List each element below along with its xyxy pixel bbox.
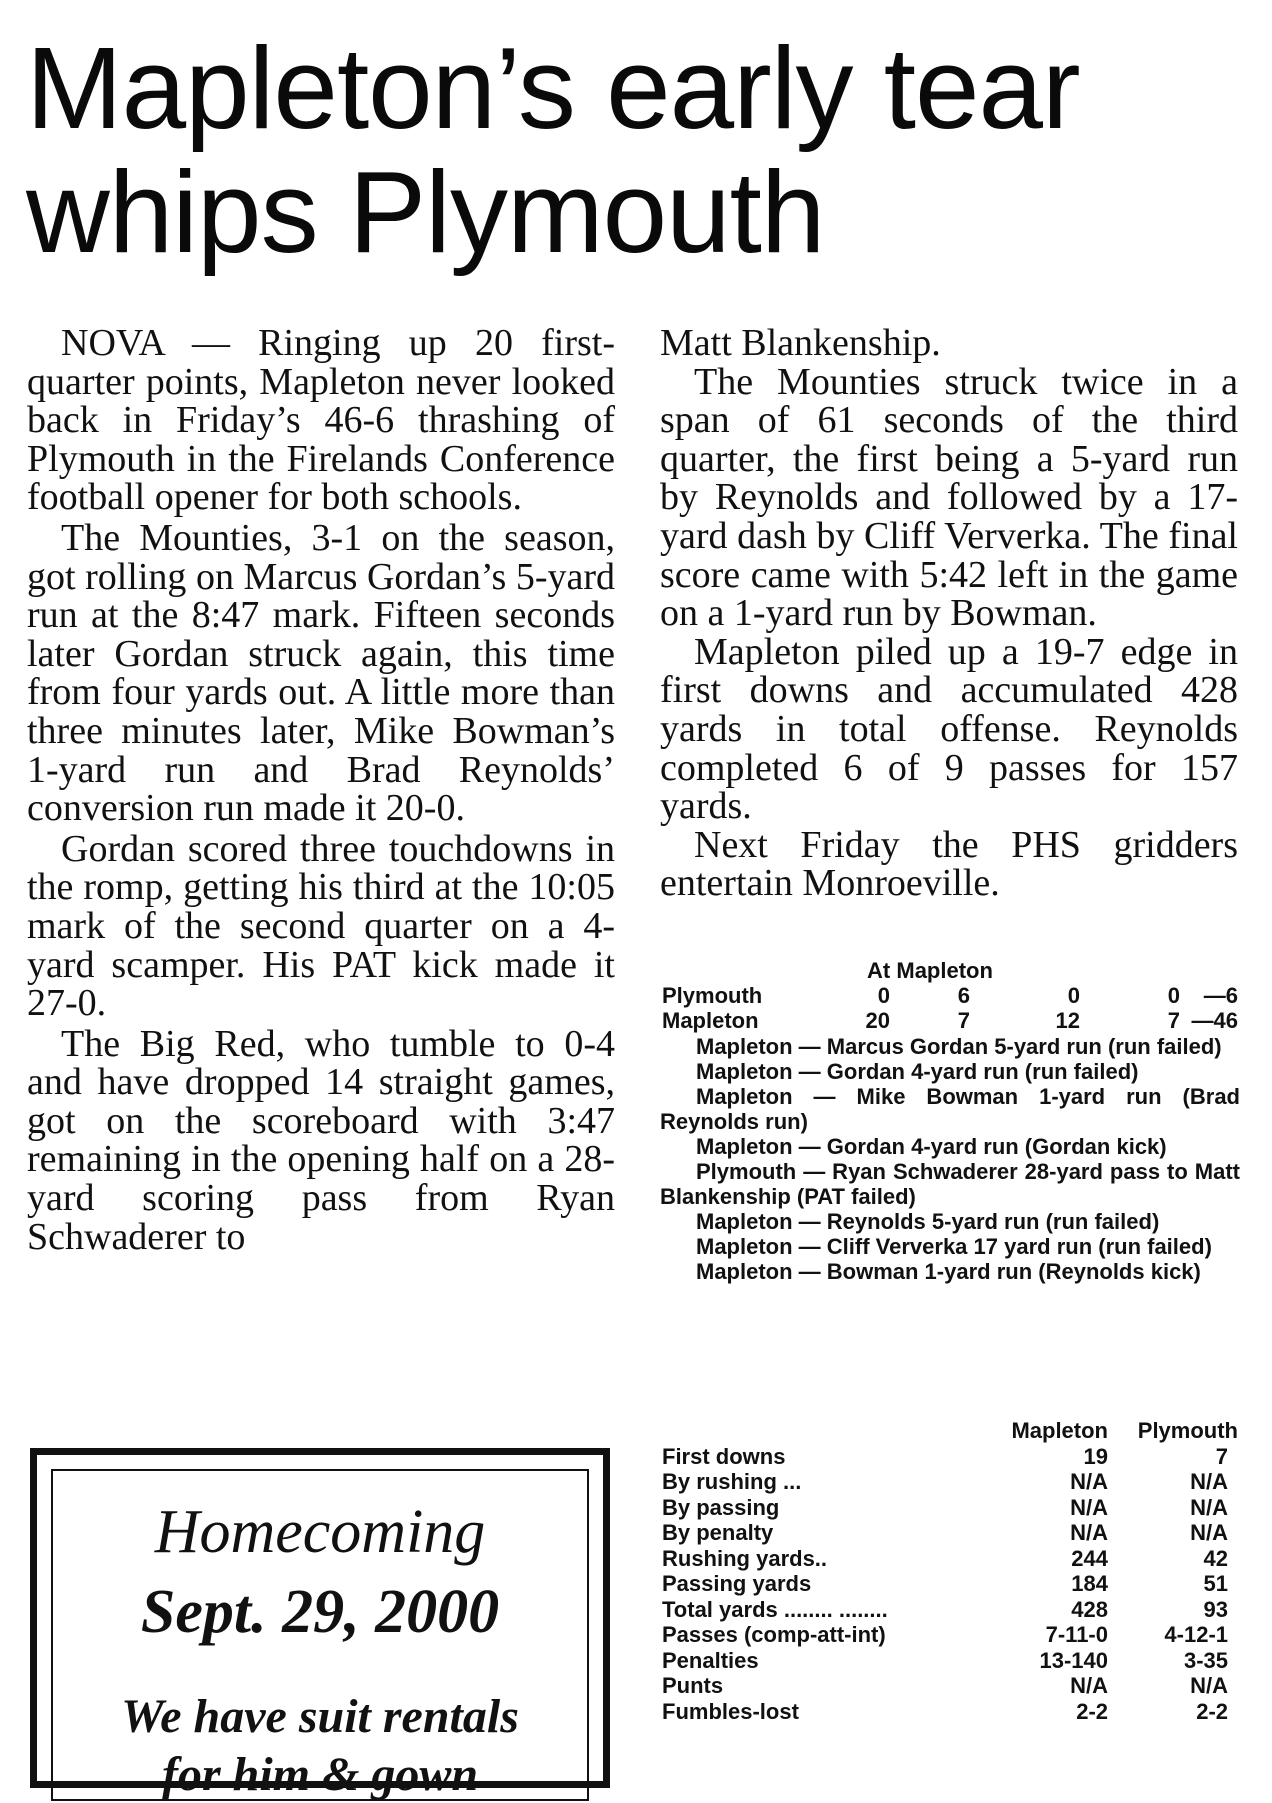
stat-label: Passes (comp-att-int) (662, 1622, 886, 1647)
scoring-play: Mapleton — Cliff Ververka 17 yard run (run failed) (696, 1234, 1212, 1259)
paragraph: The Big Red, who tumble to 0-4 and have dropped 14 straight games, got on the scoreboard with 3:47 remaining in the opening half on a 28-yard scoring pass from Ryan Schwaderer to (27, 1022, 615, 1258)
stat-label: Passing yards (662, 1571, 812, 1596)
stats-row (660, 1622, 1240, 1648)
stat-team-a: 428 (1071, 1596, 1108, 1622)
stat-team-a: N/A (1070, 1673, 1108, 1698)
stat-label: Fumbles-lost (662, 1698, 799, 1724)
headline: Mapleton’s early tear whips Plymouth (26, 23, 1080, 277)
linescore-heading: At Mapleton (867, 958, 993, 983)
stat-team-a: 2-2 (1076, 1698, 1108, 1724)
quarter-score: 12 (1055, 1008, 1080, 1033)
total-score: —46 (1191, 1008, 1238, 1033)
scoring-play: Mapleton — Gordan 4-yard run (run failed) (696, 1059, 1139, 1084)
scoring-play: Mapleton — Marcus Gordan 5-yard run (run failed) (696, 1034, 1222, 1059)
stat-team-a: 13-140 (1039, 1647, 1108, 1673)
stat-team-b: 4-12-1 (1164, 1622, 1228, 1647)
stat-label: By passing (662, 1494, 780, 1520)
paragraph: Gordan scored three touchdowns in the romp, getting his third at the 10:05 mark of the second quarter on a 4-yard scamper. His PAT kick made it 27-0. (27, 827, 615, 1025)
quarter-score: 0 (877, 983, 890, 1008)
total-score: —6 (1203, 983, 1238, 1008)
stats-row (660, 1546, 1240, 1572)
stat-label: First downs (662, 1443, 786, 1469)
quarter-score: 0 (1067, 983, 1080, 1008)
quarter-score: 7 (957, 1008, 970, 1033)
quarter-score: 20 (865, 1008, 890, 1033)
stat-team-b: 3-35 (1183, 1647, 1228, 1673)
stats-row (660, 1444, 1240, 1470)
stat-team-a: 19 (1083, 1443, 1108, 1469)
linescore-row (660, 983, 1240, 1008)
ad-date: Sept. 29, 2000 (140, 1578, 500, 1646)
scoring-play: Mapleton — Reynolds 5-yard run (run failed) (696, 1209, 1160, 1234)
scoring-summary (660, 1034, 1240, 1284)
stat-label: Punts (662, 1673, 724, 1698)
stat-label: Rushing yards.. (662, 1545, 828, 1571)
paragraph: Next Friday the PHS gridders entertain Monroeville. (660, 823, 1238, 905)
paragraph: Mapleton piled up a 19-7 edge in first downs and accumulated 428 yards in total offense. Reynolds completed 6 of 9 passes for 157 yards. (660, 630, 1238, 828)
stat-team-a: N/A (1070, 1469, 1108, 1494)
stats-row (660, 1469, 1240, 1495)
quarter-score: 7 (1167, 1008, 1180, 1033)
ad-tagline: We have suit rentals (121, 1690, 519, 1743)
stat-team-b: 93 (1203, 1596, 1228, 1622)
stat-team-a: N/A (1070, 1520, 1108, 1545)
scoring-play: Mapleton — Mike Bowman 1-yard run (Brad Reynolds run) (660, 1084, 1240, 1134)
scoring-play: Mapleton — Bowman 1-yard run (Reynolds kick) (696, 1259, 1201, 1284)
stat-label: By rushing ... (662, 1469, 802, 1494)
stat-team-b: 42 (1203, 1545, 1228, 1571)
stats-header-row (660, 1418, 1240, 1444)
ad-title: Homecoming (154, 1498, 486, 1566)
stats-row (660, 1597, 1240, 1623)
linescore-box (660, 958, 1240, 1284)
team-name: Plymouth (662, 983, 763, 1008)
stat-label: Penalties (662, 1647, 759, 1673)
quarter-score: 6 (957, 983, 970, 1008)
stat-team-a: 184 (1071, 1571, 1108, 1596)
team-stats-table (660, 1418, 1240, 1724)
stat-team-b: 7 (1215, 1443, 1228, 1469)
article-left-column (27, 324, 615, 1256)
stats-team-a-header: Mapleton (1011, 1418, 1108, 1443)
stats-row (660, 1673, 1240, 1699)
ad-tagline-cont: for him & gown (161, 1748, 479, 1801)
ad-inner-border (51, 1469, 589, 1801)
stats-row (660, 1571, 1240, 1597)
stat-team-b: 51 (1203, 1571, 1228, 1596)
stats-team-b-header: Plymouth (1137, 1418, 1238, 1443)
stats-rows (660, 1444, 1240, 1725)
stat-team-b: N/A (1190, 1673, 1228, 1698)
quarter-score: 0 (1167, 983, 1180, 1008)
stat-team-b: N/A (1190, 1494, 1228, 1520)
article-right-column (660, 324, 1238, 903)
stat-team-b: N/A (1190, 1520, 1228, 1545)
paragraph: NOVA — Ringing up 20 first-quarter points, Mapleton never looked back in Friday’s 46-6 thrashing of Plymouth in the Firelands Conference football opener for both schools. (27, 322, 615, 519)
stats-row (660, 1495, 1240, 1521)
stats-row (660, 1648, 1240, 1674)
stat-team-a: N/A (1070, 1494, 1108, 1520)
linescore-row (660, 1008, 1240, 1033)
homecoming-ad (30, 1448, 610, 1801)
scoring-play: Plymouth — Ryan Schwaderer 28-yard pass to Matt Blankenship (PAT failed) (660, 1159, 1240, 1209)
scoring-play: Mapleton — Gordan 4-yard run (Gordan kick) (696, 1134, 1167, 1159)
stat-team-b: 2-2 (1196, 1698, 1228, 1724)
paragraph: Matt Blankenship. (660, 322, 941, 364)
stats-row (660, 1520, 1240, 1546)
stat-label: By penalty (662, 1520, 774, 1545)
stat-label: Total yards ........ ........ (662, 1596, 888, 1622)
paragraph: The Mounties struck twice in a span of 61 seconds of the third quarter, the first being a 5-yard run by Reynolds and followed by a 17-yard dash by Cliff Ververka. The final score came with 5:42 left in the game on a 1-yard run by Bowman. (660, 360, 1238, 635)
stat-team-b: N/A (1190, 1469, 1228, 1494)
stat-team-a: 7-11-0 (1045, 1622, 1108, 1647)
stat-team-a: 244 (1071, 1545, 1108, 1571)
paragraph: The Mounties, 3-1 on the season, got rolling on Marcus Gordan’s 5-yard run at the 8:47 mark. Fifteen seconds later Gordan struck again, this time from four yards out. A little more than three minutes later, Mike Bowman’s 1-yard run and Brad Reynolds’ conversion run made it 20-0. (27, 516, 615, 830)
stats-row (660, 1699, 1240, 1725)
team-name: Mapleton (662, 1008, 759, 1033)
